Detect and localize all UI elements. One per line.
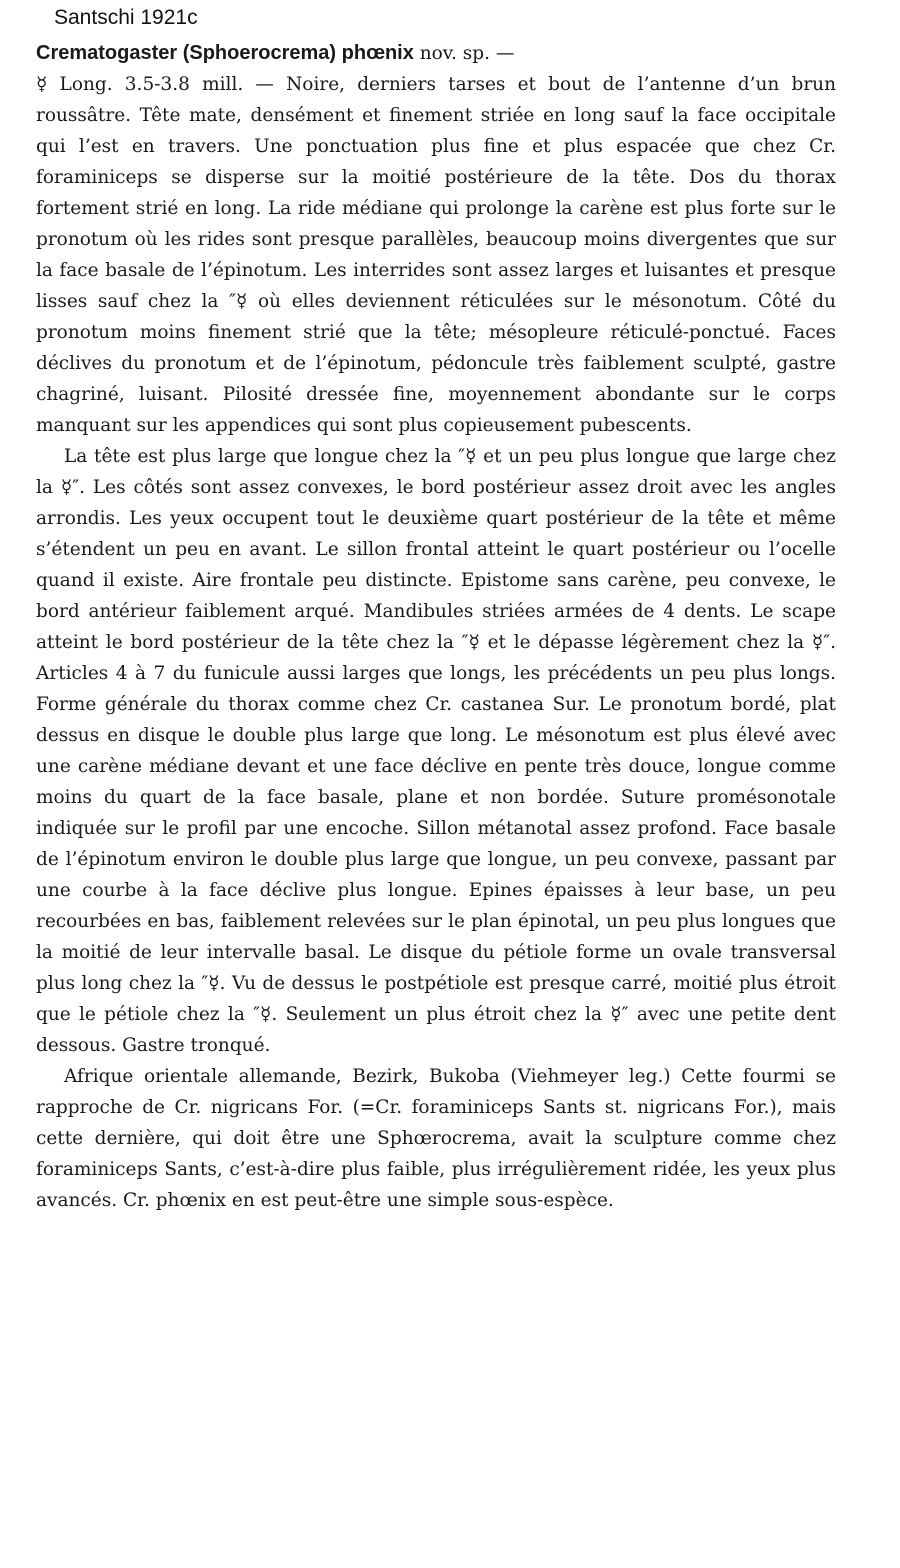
description-text xyxy=(36,38,836,1216)
species-status: nov. sp. — xyxy=(413,43,515,64)
title-line xyxy=(36,38,836,69)
paragraph-worker-description: ☿ Long. 3.5-3.8 mill. — Noire, derniers tarses et bout de l’antenne d’un brun roussâtre. Tête mate, densément et finement striée en long sauf la face occipitale qui l’est en travers. Une ponctuation plus fine et plus espacée que chez Cr. foraminiceps se disperse sur la moitié postérieure de la tête. Dos du thorax fortement strié en long. La ride médiane qui prolonge la carène est plus forte sur le pronotum où les rides sont presque parallèles, beaucoup moins divergentes que sur la face basale de l’épinotum. Les interrides sont assez larges et luisantes et presque lisses sauf chez la ″☿ où elles deviennent réticulées sur le mésonotum. Côté du pronotum moins finement strié que la tête; mésopleure réticulé-ponctué. Faces déclives du pronotum et de l’épinotum, pédoncule très faiblement sculpté, gastre chagriné, luisant. Pilosité dressée fine, moyennement abondante sur le corps manquant sur les appendices qui sont plus copieusement pubescents. xyxy=(36,74,836,436)
paragraph-locality-remarks: Afrique orientale allemande, Bezirk, Bukoba (Viehmeyer leg.) Cette fourmi se rapproche de Cr. nigricans For. (=Cr. foraminiceps Sants st. nigricans For.), mais cette dernière, qui doit être une Sphœrocrema, avait la sculpture comme chez foraminiceps Sants, c’est-à-dire plus faible, plus irrégulièrement ridée, les yeux plus avancés. Cr. phœnix en est peut-être une simple sous-espèce. xyxy=(36,1066,836,1211)
species-name: Crematogaster (Sphoerocrema) phœnix xyxy=(36,42,414,64)
source-label: Santschi 1921c xyxy=(54,6,198,29)
paragraph-head-thorax: La tête est plus large que longue chez la ″☿ et un peu plus longue que large chez la ☿″. Les côtés sont assez convexes, le bord postérieur assez droit avec les angles arrondis. Les yeux occupent tout le deuxième quart postérieur de la tête et même s’étendent un peu en avant. Le sillon frontal atteint le quart postérieur ou l’ocelle quand il existe. Aire frontale peu distincte. Epistome sans carène, peu convexe, le bord antérieur faiblement arqué. Mandibules striées armées de 4 dents. Le scape atteint le bord postérieur de la tête chez la ″☿ et le dépasse légèrement chez la ☿″. Articles 4 à 7 du funicule aussi larges que longs, les précédents un peu plus longs. Forme générale du thorax comme chez Cr. castanea Sur. Le pronotum bordé, plat dessus en disque le double plus large que long. Le mésonotum est plus élevé avec une carène médiane devant et une face déclive en pente très douce, longue comme moins du quart de la face basale, plane et non bordée. Suture promésonotale indiquée sur le profil par une encoche. Sillon métanotal assez profond. Face basale de l’épinotum environ le double plus large que longue, un peu convexe, passant par une courbe à la face déclive plus longue. Epines épaisses à leur base, un peu recourbées en bas, faiblement relevées sur le plan épinotal, un peu plus longues que la moitié de leur intervalle basal. Le disque du pétiole forme un ovale transversal plus long chez la ″☿. Vu de dessus le postpétiole est presque carré, moitié plus étroit que le pétiole chez la ″☿. Seulement un plus étroit chez la ☿″ avec une petite dent dessous. Gastre tronqué. xyxy=(36,446,836,1056)
